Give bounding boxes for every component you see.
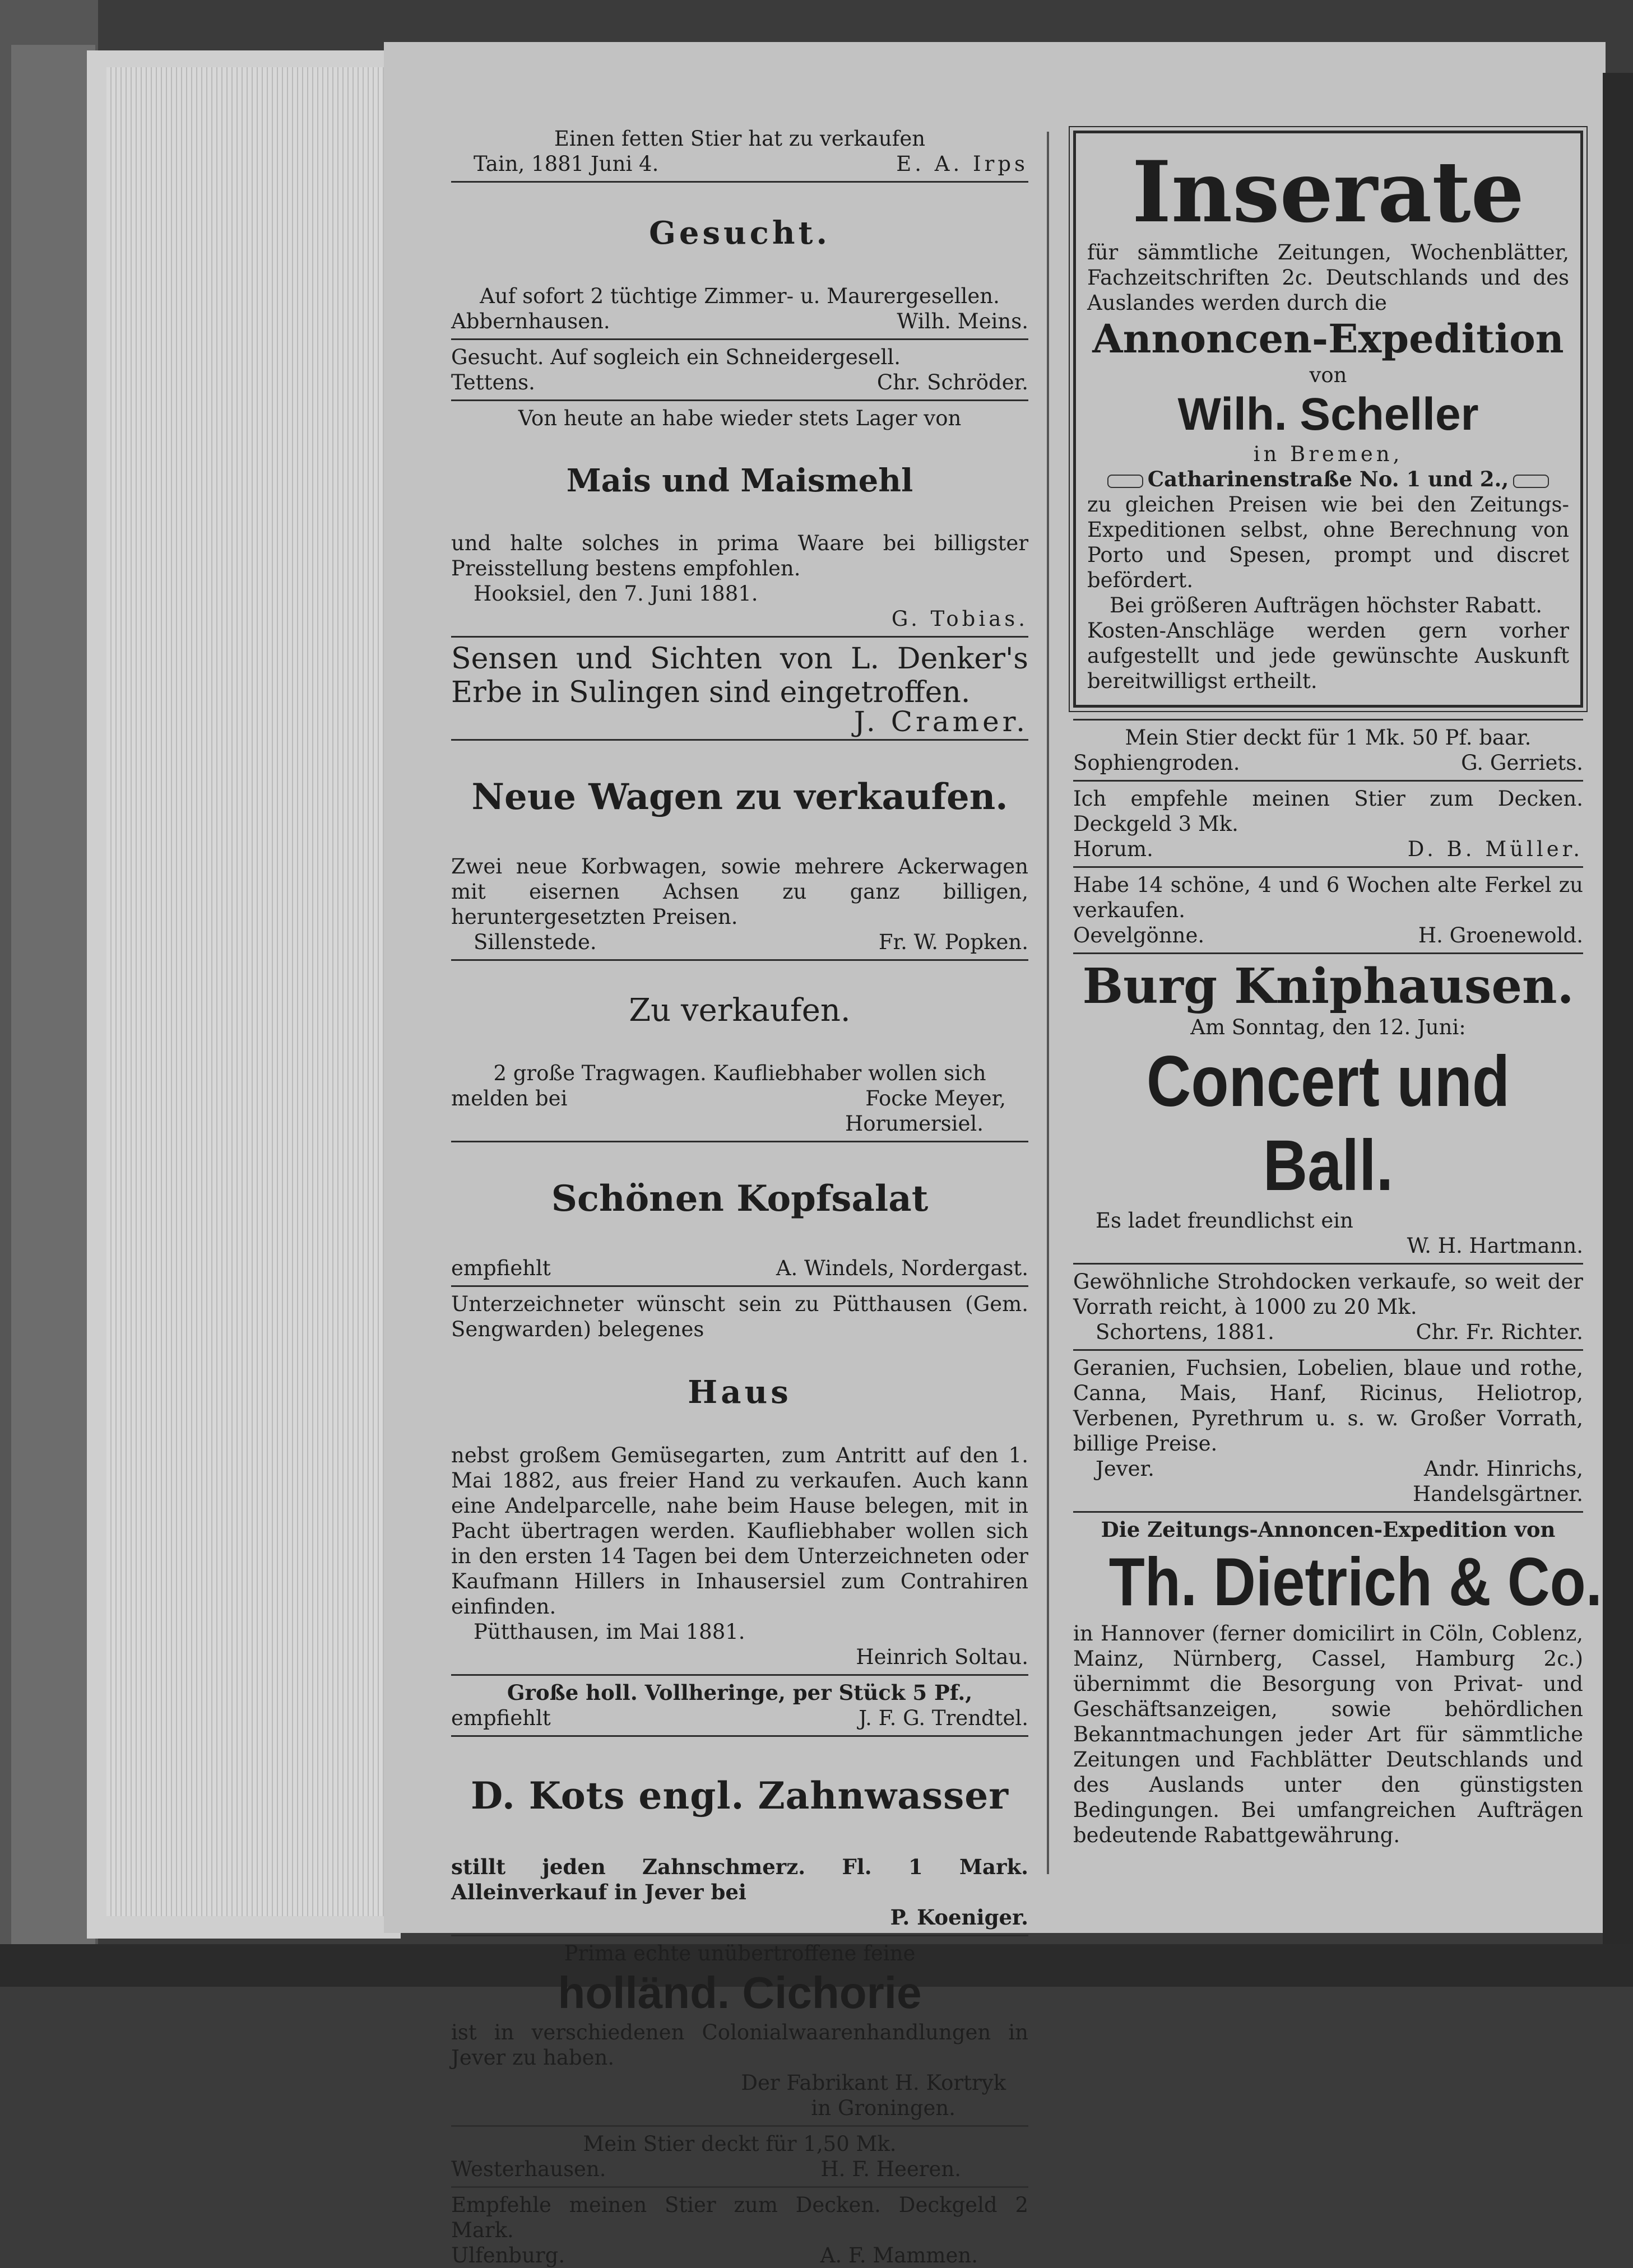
ad-name: A. F. Mammen. — [820, 2243, 978, 2267]
ad-name: H. Groenewold. — [1418, 923, 1583, 947]
ad-wagen — [451, 777, 1028, 955]
ad-signature — [1073, 750, 1583, 775]
ad-place: Horum. — [1073, 837, 1153, 861]
ad-separator — [1073, 866, 1583, 868]
ad-signature — [451, 1905, 1028, 1930]
ad-signature — [451, 2243, 1028, 2268]
ad-separator — [451, 1141, 1028, 1142]
ad-separator — [1073, 952, 1583, 954]
ad-vollheringe — [451, 1680, 1028, 1731]
ad-place: in Groningen. — [811, 2096, 955, 2120]
ad-tragwagen — [451, 992, 1028, 1136]
ad-title: D. Kots engl. Zahnwasser — [470, 1774, 1009, 1818]
ad-text: Mein Stier deckt für 1,50 Mk. — [583, 2132, 897, 2156]
ad-subtitle: Annoncen-Expedition — [1092, 315, 1564, 362]
ad-text: in Hannover (ferner domicilirt in Cöln, Coblenz, Mainz, Nürnberg, Cassel, Hamburg 2c.) übernimmt die Besorgung von Privat- und Geschäftsanzeigen, sowie behördlichen Bekanntmachungen jeder Art für sämmtliche Zeitungen und Fachblätter Deutschlands und des Auslands unter den günstigsten Bedingungen. Bei umfangreichen Aufträgen bedeutende Rabattgewährung. — [1073, 1621, 1583, 1847]
ad-title: holländ. Cichorie — [558, 1968, 922, 2018]
ad-name: Der Fabrikant H. Kortryk — [741, 2071, 1006, 2095]
ad-text: Unterzeichneter wünscht sein zu Pütthausen (Gem. Sengwarden) belegenes — [451, 1292, 1028, 1341]
right-column — [1073, 126, 1602, 1848]
ad-text: Bei größeren Aufträgen höchster Rabatt. — [1110, 593, 1543, 617]
ad-place: Abbernhausen. — [451, 309, 610, 333]
ad-text: Es ladet freundlichst ein — [1096, 1209, 1353, 1233]
ad-text: nebst großem Gemüsegarten, zum Antritt auf den 1. Mai 1882, aus freier Hand zu verkaufen. Auch kann eine Andelparcelle, nahe beim Hause belegen, mit in Pacht übertragen werden. Kaufliebhaber wollen sich in den ersten 14 Tagen bei dem Unterzeichneten oder Kaufmann Hillers in Inhausersiel zum Contrahiren einfinden. — [451, 1443, 1028, 1619]
ad-place: Sophiengroden. — [1073, 751, 1240, 775]
ad-signature-2 — [1073, 1481, 1583, 1507]
ad-separator — [1073, 1511, 1583, 1513]
ad-title: Th. Dietrich & Co. — [1108, 1544, 1602, 1620]
ad-cichorie — [451, 1941, 1028, 2121]
ad-signature — [1073, 1233, 1583, 1258]
ad-name: Focke Meyer, — [865, 1086, 1006, 1110]
ad-stier-mammen — [451, 2192, 1028, 2268]
ad-title: Mais und Maismehl — [566, 462, 913, 499]
ad-name: Andr. Hinrichs, — [1423, 1457, 1583, 1481]
ad-separator — [451, 1285, 1028, 1287]
ad-mais — [451, 406, 1028, 631]
ad-separator — [451, 1935, 1028, 1936]
ad-text: 2 große Tragwagen. Kaufliebhaber wollen sich — [493, 1061, 986, 1085]
ad-text: für sämmtliche Zeitungen, Wochenblätter, Fachzeitschriften 2c. Deutschlands und des Auslandes werden durch die — [1087, 240, 1569, 315]
ad-place: Horumersiel. — [845, 1112, 983, 1136]
ad-text: zu gleichen Preisen wie bei den Zeitungs-Expeditionen selbst, ohne Berechnung von Porto und Spesen, prompt und discret befördert. — [1087, 492, 1569, 592]
ad-text: empfiehlt — [451, 1706, 551, 1730]
ad-signature — [451, 2070, 1028, 2095]
ad-name: Fr. W. Popken. — [878, 930, 1028, 954]
ad-place: Westerhausen. — [451, 2157, 606, 2181]
ad-text: Gewöhnliche Strohdocken verkaufe, so weit der Vorrath reicht, à 1000 zu 20 Mk. — [1073, 1270, 1583, 1319]
ad-gesucht-meins — [451, 214, 1028, 334]
ad-separator — [451, 739, 1028, 741]
ad-place: Ulfenburg. — [451, 2243, 565, 2267]
ad-text: Große holl. Vollheringe, per Stück 5 Pf., — [507, 1680, 973, 1705]
ad-name: H. F. Heeren. — [820, 2157, 961, 2181]
ad-place: Schortens, 1881. — [1096, 1320, 1274, 1344]
ad-place: Oevelgönne. — [1073, 923, 1205, 947]
ad-title: Inserate — [1131, 143, 1525, 241]
ad-signature — [1073, 1319, 1583, 1345]
ad-place: Pütthausen, im Mai 1881. — [474, 1620, 745, 1644]
ad-place: Sillenstede. — [474, 930, 597, 954]
left-column — [451, 126, 1028, 2268]
ad-signature — [451, 151, 1028, 176]
ad-name: G. Gerriets. — [1461, 751, 1583, 775]
ad-separator — [451, 636, 1028, 638]
ad-dietrich — [1073, 1517, 1602, 1848]
ad-text: stillt jeden Zahnschmerz. Fl. 1 Mark. Alleinverkauf in Jever bei — [451, 1855, 1028, 1904]
ad-address-text: Catharinenstraße No. 1 und 2., — [1147, 467, 1509, 491]
ad-name: P. Koeniger. — [890, 1905, 1028, 1930]
ad-signature — [1073, 923, 1583, 948]
ad-title: Gesucht. — [649, 215, 831, 252]
column-divider — [1047, 132, 1049, 1874]
ad-stier-irps — [451, 126, 1028, 176]
ad-text: Geranien, Fuchsien, Lobelien, blaue und rothe, Canna, Mais, Hanf, Ricinus, Heliotrop, Verbenen, Pyrethrum u. s. w. Großer Vorrath, billige Preise. — [1073, 1356, 1583, 1456]
ad-text: Empfehle meinen Stier zum Decken. Deckgeld 2 Mark. — [451, 2193, 1028, 2242]
ad-event: Concert und Ball. — [1146, 1042, 1510, 1206]
ad-separator — [1073, 780, 1583, 782]
ad-text: Die Zeitungs-Annoncen-Expedition von — [1101, 1517, 1556, 1542]
ad-signature — [451, 370, 1028, 395]
page-edges — [106, 67, 392, 1916]
ad-signature — [451, 929, 1028, 955]
ad-name: Wilh. Meins. — [897, 309, 1028, 333]
ad-inserate-scheller — [1073, 131, 1583, 708]
ad-text: Sensen und Sichten von L. Denker's Erbe in Sulingen sind eingetroffen. — [451, 642, 1028, 709]
ad-haus — [451, 1291, 1028, 1670]
scan-right-edge — [1603, 73, 1633, 1967]
ad-text: Zwei neue Korbwagen, sowie mehrere Ackerwagen mit eisernen Achsen zu ganz billigen, heruntergesetzten Preisen. — [451, 854, 1028, 929]
ad-kopfsalat — [451, 1178, 1028, 1281]
ad-signature — [451, 1086, 1028, 1111]
ad-separator — [451, 1674, 1028, 1676]
ad-place: Tain, 1881 Juni 4. — [474, 152, 659, 176]
ad-name: E. A. Irps — [896, 152, 1028, 176]
scan-speckled-edge — [11, 45, 95, 1950]
ad-name: J. F. G. Trendtel. — [859, 1706, 1028, 1730]
ad-geranien — [1073, 1355, 1583, 1507]
ad-name: Chr. Schröder. — [876, 370, 1028, 394]
pointing-hand-icon — [1107, 475, 1143, 488]
ad-place: Hooksiel, den 7. Juni 1881. — [474, 582, 758, 606]
ad-separator — [451, 2186, 1028, 2188]
ad-ferkel — [1073, 872, 1583, 948]
ad-title: Haus — [688, 1374, 792, 1411]
ad-separator — [451, 338, 1028, 340]
ad-name: J. Cramer. — [853, 705, 1028, 738]
ad-text: empfiehlt — [451, 1256, 551, 1280]
ad-sensen — [451, 642, 1028, 738]
ad-company-name: Wilh. Scheller — [1177, 389, 1479, 440]
ad-strohdocken — [1073, 1269, 1583, 1345]
ad-title: Neue Wagen zu verkaufen. — [471, 776, 1008, 818]
ad-text: Prima echte unübertroffene feine — [564, 1941, 916, 1965]
ad-separator — [451, 181, 1028, 183]
ad-title: Schönen Kopfsalat — [551, 1178, 929, 1220]
ad-text: Von heute an habe wieder stets Lager von — [518, 406, 962, 430]
ad-signature — [451, 1256, 1028, 1281]
ad-name: G. Tobias. — [891, 607, 1028, 631]
ad-signature — [451, 705, 1028, 738]
ad-name: A. Windels, Nordergast. — [776, 1256, 1028, 1280]
ad-separator — [1073, 719, 1583, 721]
ad-separator — [451, 1735, 1028, 1737]
ad-zahnwasser — [451, 1774, 1028, 1930]
ad-separator — [451, 959, 1028, 961]
ad-stier-mueller — [1073, 786, 1583, 862]
ad-place: Jever. — [1096, 1457, 1154, 1481]
ad-signature — [451, 309, 1028, 334]
ad-address — [1087, 467, 1569, 492]
ad-signature — [451, 1644, 1028, 1670]
ad-city: in Bremen, — [1253, 442, 1403, 466]
ad-text-2: melden bei — [451, 1086, 568, 1110]
ad-signature — [451, 2157, 1028, 2182]
ad-name: Heinrich Soltau. — [856, 1645, 1028, 1669]
ad-separator — [1073, 1263, 1583, 1265]
ad-place-row — [451, 1111, 1028, 1136]
ad-signature-2 — [451, 2095, 1028, 2121]
pointing-hand-icon — [1513, 475, 1549, 488]
ad-separator — [451, 2125, 1028, 2127]
ad-text: Einen fetten Stier hat zu verkaufen — [554, 127, 926, 151]
ad-text: Habe 14 schöne, 4 und 6 Wochen alte Ferkel zu verkaufen. — [1073, 873, 1583, 922]
ad-separator — [1073, 1349, 1583, 1351]
ad-text: ist in verschiedenen Colonialwaarenhandlungen in Jever zu haben. — [451, 2020, 1028, 2070]
ad-signature — [451, 606, 1028, 631]
ad-text: Ich empfehle meinen Stier zum Decken. Deckgeld 3 Mk. — [1073, 787, 1583, 836]
ad-gesucht-schroeder — [451, 345, 1028, 395]
ad-date: Am Sonntag, den 12. Juni: — [1190, 1015, 1466, 1039]
ad-text: und halte solches in prima Waare bei billigster Preisstellung bestens empfohlen. — [451, 531, 1028, 580]
ad-signature — [451, 1705, 1028, 1731]
ad-separator — [451, 399, 1028, 401]
ad-name: W. H. Hartmann. — [1407, 1234, 1583, 1258]
ad-title: Zu verkaufen. — [629, 992, 851, 1029]
ad-burg-kniphausen — [1073, 959, 1583, 1258]
ad-signature — [1073, 1456, 1583, 1481]
ad-text: Mein Stier deckt für 1 Mk. 50 Pf. baar. — [1125, 726, 1532, 750]
ad-stier-gerriets — [1073, 725, 1583, 775]
ad-name: Chr. Fr. Richter. — [1416, 1320, 1583, 1344]
ad-title: Burg Kniphausen. — [1082, 958, 1574, 1015]
ad-signature — [1073, 836, 1583, 862]
ad-text: von — [1309, 363, 1347, 387]
ad-name: D. B. Müller. — [1407, 837, 1583, 861]
ad-text: Auf sofort 2 tüchtige Zimmer- u. Maurergesellen. — [480, 284, 1000, 308]
ad-name-2: Handelsgärtner. — [1413, 1482, 1583, 1506]
ad-text: Gesucht. Auf sogleich ein Schneidergesell. — [451, 345, 901, 369]
ad-stier-heeren — [451, 2131, 1028, 2182]
ad-place: Tettens. — [451, 370, 535, 394]
ad-text: Kosten-Anschläge werden gern vorher aufgestellt und jede gewünschte Auskunft bereitwilligst ertheilt. — [1087, 619, 1569, 693]
